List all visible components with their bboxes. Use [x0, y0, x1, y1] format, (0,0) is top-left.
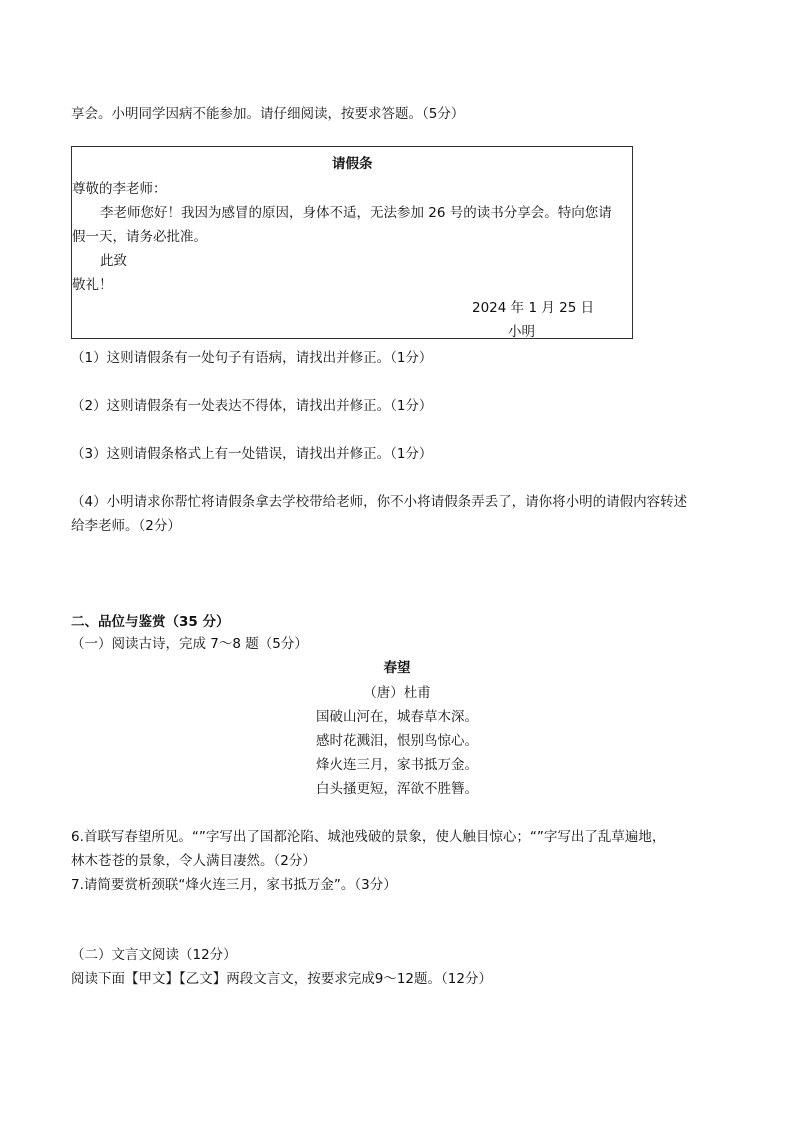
- intro-text: 享会。小明同学因病不能参加。请仔细阅读，按要求答题。（5分）: [71, 106, 465, 122]
- leave-note-closing2: 敬礼！: [72, 277, 113, 293]
- poem-line-3: 烽火连三月，家书抵万金。: [316, 757, 478, 773]
- subsection-2-description: 阅读下面【甲文】【乙文】两段文言文，按要求完成9～12题。（12分）: [71, 971, 492, 987]
- leave-note-body-line2: 假一天，请务必批准。: [72, 229, 207, 245]
- subsection-2-heading: （二）文言文阅读（12分）: [71, 947, 237, 963]
- poem-line-4: 白头搔更短，浑欲不胜簪。: [316, 781, 478, 797]
- question-4-line2: 给李老师。（2分）: [71, 518, 181, 534]
- question-1: （1）这则请假条有一处句子有语病，请找出并修正。（1分）: [71, 350, 433, 366]
- question-6-line1: 6.首联写春望所见。“”字写出了国都沦陷、城池残破的景象，使人触目惊心；“”字写出了乱草遍地，: [71, 829, 666, 845]
- poem-author: （唐）杜甫: [363, 685, 431, 701]
- question-4-line1: （4）小明请求你帮忙将请假条拿去学校带给老师，你不小将请假条弄丢了，请你将小明的请假内容转述: [71, 494, 688, 510]
- question-7: 7.请简要赏析颈联“烽火连三月，家书抵万金”。（3分）: [71, 877, 397, 893]
- leave-note-title: 请假条: [332, 156, 373, 172]
- poem-title: 春望: [383, 660, 411, 676]
- leave-note-salutation: 尊敬的李老师：: [72, 181, 167, 197]
- subsection-1-heading: （一）阅读古诗，完成 7～8 题（5分）: [71, 636, 308, 652]
- question-3: （3）这则请假条格式上有一处错误，请找出并修正。（1分）: [71, 446, 433, 462]
- leave-note-signature: 小明: [508, 324, 535, 340]
- question-2: （2）这则请假条有一处表达不得体，请找出并修正。（1分）: [71, 398, 433, 414]
- leave-note-closing1: 此致: [100, 253, 127, 269]
- leave-note-box: [71, 146, 633, 339]
- leave-note-body-line1: 李老师您好！我因为感冒的原因，身体不适，无法参加 26 号的读书分享会。特向您请: [100, 205, 612, 221]
- poem-line-2: 感时花溅泪，恨别鸟惊心。: [316, 733, 478, 749]
- poem-line-1: 国破山河在，城春草木深。: [316, 709, 478, 725]
- question-6-line2: 林木苍苍的景象，令人满目凄然。（2分）: [71, 853, 316, 869]
- leave-note-date: 2024 年 1 月 25 日: [472, 300, 595, 316]
- section-2-heading: 二、品位与鉴赏（35 分）: [71, 614, 230, 630]
